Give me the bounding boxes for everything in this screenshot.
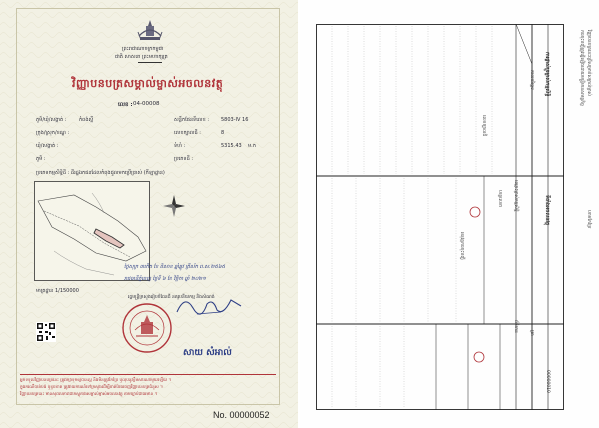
- small-stamp-icon: [468, 205, 482, 219]
- parcel-no-value: 8: [221, 130, 225, 136]
- signer-name: សាយ សំអាល់: [183, 348, 232, 358]
- column-label: កាលបរិច្ឆេទ: [529, 70, 534, 90]
- margin-note: វិញ្ញាបនបត្រនេះប្រើសម្រាប់សម្គាល់ម្ចាស់: [586, 30, 591, 96]
- note-bottom: អនុវត្តការចុះបញ្ជី: [459, 232, 464, 260]
- official-title: រដ្ឋមន្ត្រីក្រសួងរៀបចំដែនដី នគរូបនីយកម្ម និងសំណង់: [128, 295, 215, 300]
- footer-note: ក្នុងករណីបាត់បង់ ឬខូចខាត ត្រូវរាយការណ៍ទៅក្រសួងដើម្បីចាត់ចែងចេញវិញ្ញាបនបត្រជំនួស ។: [20, 384, 163, 389]
- column-label: ឈ្មោះម្ចាស់កម្មសិទ្ធិ: [513, 180, 518, 212]
- divider: [138, 62, 162, 63]
- serial-number: No. 00000052: [213, 410, 270, 420]
- date-line-2: រាជធានីភ្នំពេញ ថ្ងៃទី ៦ ខែ វិច្ឆិកា ឆ្នាំ ២០២១: [124, 276, 206, 282]
- certificate-front-page: [0, 0, 298, 428]
- cert-no-label: លេខ :: [118, 102, 133, 108]
- north-arrow-icon: [163, 195, 185, 217]
- ownership-type: ប្រភេទកម្មសិទ្ធិដី : ដីរដ្ឋឯកជនដែលកំពុងជួលមកប្រើប្រាស់ (កីឡាដ្ឋាន): [36, 170, 165, 176]
- field-value: កំពង់ស្ពឺ: [79, 117, 94, 123]
- field-label: ភូមិ/ឃុំ/សង្កាត់ :: [36, 117, 67, 123]
- vertical-heading: ការផ្លាស់ប្តូរម្ចាស់កម្មសិទ្ធិ: [544, 52, 550, 97]
- cert-no-value: 04-00008: [133, 101, 160, 107]
- signature-icon: [175, 290, 245, 320]
- row-label: ព័ត៌មាន: [513, 320, 518, 333]
- column-label: លេខក្បាលដី: [481, 115, 486, 137]
- footer-divider: [20, 374, 276, 375]
- field-label: ក្រុង/ស្រុក/ខណ្ឌ :: [36, 130, 70, 136]
- small-stamp-icon: [472, 350, 486, 364]
- certificate-back-page: [300, 0, 599, 428]
- footer-note: វិញ្ញាបនបត្រនេះ មានសុពលភាពជាភស្តុតាងសម្គាល់ម្ចាស់អចលនវត្ថុ តាមច្បាប់ជាធរមាន ។: [20, 391, 158, 396]
- footer-note: អ្នកទទួលវិញ្ញាបនបត្រនេះ ត្រូវរក្សាទុកឲ្យបានល្អ និងមិនត្រូវកែប្រែ ឬលុបនូវខ្លឹមសារណាមួយឡើយ ។: [20, 377, 172, 382]
- date-line-1: ថ្ងៃសុក្រ ៣កើត ខែ ពិសាខ ឆ្នាំឆ្លូវ ត្រីស័ក ព.ស.២៥៦៥: [124, 264, 226, 270]
- certificate-title: វិញ្ញាបនបត្រសម្គាល់ម្ចាស់អចលនវត្ថុ: [72, 77, 224, 90]
- column-label: ត្រា: [529, 330, 534, 336]
- margin-note: ការចុះបញ្ជីត្រូវធ្វើឡើងដោយមន្ត្រីមានសមត្ថកិច្ច: [579, 30, 584, 106]
- official-seal-icon: [121, 302, 173, 354]
- map-sheet-value: 5803-IV 16: [221, 117, 249, 123]
- field-label: លេខក្បាលដី :: [174, 130, 201, 136]
- field-label: សន្លឹកផែនទីលេខ :: [174, 117, 210, 123]
- kingdom-line-2: ជាតិ សាសនា ព្រះមហាក្សត្រ: [115, 54, 168, 60]
- field-label: ភូមិ :: [36, 156, 46, 162]
- registration-table-grid: [316, 24, 564, 410]
- qr-code: [36, 322, 56, 342]
- area-value: 5315.43: [221, 143, 242, 149]
- field-label: ឃុំ/សង្កាត់ :: [36, 143, 59, 149]
- number-cell: 00000010: [545, 370, 550, 393]
- area-unit: ម.ក: [248, 143, 256, 149]
- margin-note: ហាមកែប្រែ: [586, 210, 591, 229]
- scale-label: មាត្រដ្ឋាន 1/150000: [36, 288, 79, 294]
- field-label: ប្រភេទដី :: [174, 156, 194, 162]
- vertical-heading-2: ទីតាំងអចលនវត្ថុ: [544, 195, 550, 226]
- field-label: ទំហំ :: [174, 143, 186, 149]
- column-label: ហត្ថលេខា: [497, 190, 502, 208]
- royal-emblem-icon: [136, 18, 164, 44]
- kingdom-line-1: ព្រះរាជាណាចក្រកម្ពុជា: [122, 46, 164, 52]
